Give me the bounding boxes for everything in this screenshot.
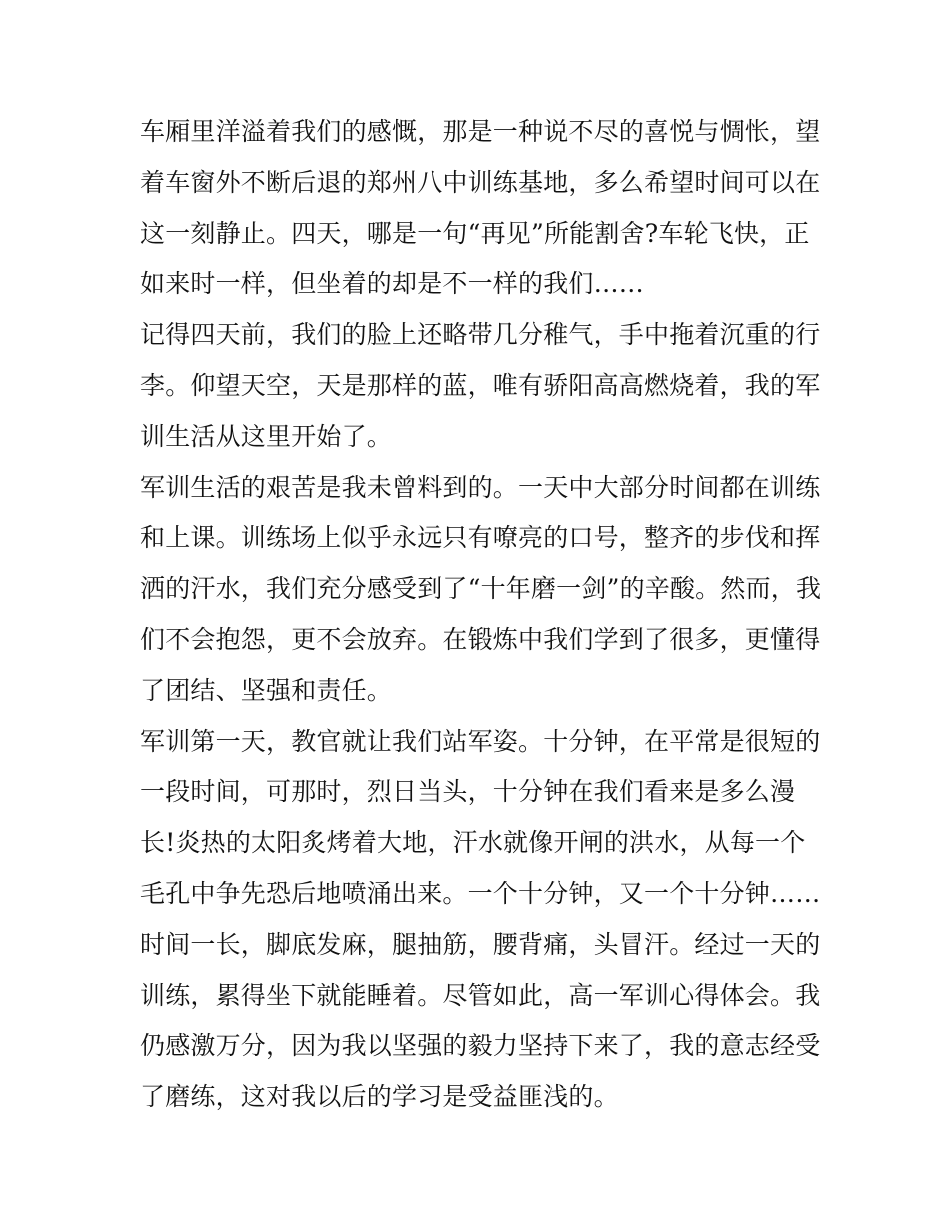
text-line: 洒的汗水，我们充分感受到了“十年磨一剑”的辛酸。然而，我: [140, 574, 822, 604]
text-line: 着车窗外不断后退的郑州八中训练基地，多么希望时间可以在: [140, 167, 821, 197]
text-line: 这一刻静止。四天，哪是一句“再见”所能割舍?车轮飞快，正: [140, 218, 810, 248]
text-line: 训练，累得坐下就能睡着。尽管如此，高一军训心得体会。我: [140, 980, 821, 1010]
text-line: 车厢里洋溢着我们的感慨，那是一种说不尽的喜悦与惆怅，望: [140, 117, 821, 146]
text-line: 李。仰望天空，天是那样的蓝，唯有骄阳高高燃烧着，我的军: [140, 370, 821, 400]
text-line: 毛孔中争先恐后地喷涌出来。一个十分钟，又一个十分钟……: [140, 878, 821, 908]
text-line: 军训第一天，教官就让我们站军姿。十分钟，在平常是很短的: [140, 726, 821, 756]
document-body: [140, 107, 820, 1123]
text-line: 记得四天前，我们的脸上还略带几分稚气，手中拖着沉重的行: [140, 320, 821, 350]
text-line: 训生活从这里开始了。: [140, 421, 393, 451]
text-line: 和上课。训练场上似乎永远只有嘹亮的口号，整齐的步伐和挥: [140, 523, 821, 553]
text-line: 了团结、坚强和责任。: [140, 675, 393, 705]
text-line: 时间一长，脚底发麻，腿抽筋，腰背痛，头冒汗。经过一天的: [140, 929, 821, 959]
text-line: 军训生活的艰苦是我未曾料到的。一天中大部分时间都在训练: [140, 472, 821, 502]
text-line: 了磨练，这对我以后的学习是受益匪浅的。: [140, 1082, 619, 1112]
text-line: 们不会抱怨，更不会放弃。在锻炼中我们学到了很多，更懂得: [140, 624, 821, 654]
text-line: 长!炎热的太阳炙烤着大地，汗水就像开闸的洪水，从每一个: [140, 828, 806, 858]
text-line: 一段时间，可那时，烈日当头，十分钟在我们看来是多么漫: [140, 777, 796, 807]
text-line: 如来时一样，但坐着的却是不一样的我们……: [140, 269, 645, 299]
text-line: 仍感激万分，因为我以坚强的毅力坚持下来了，我的意志经受: [140, 1031, 821, 1061]
